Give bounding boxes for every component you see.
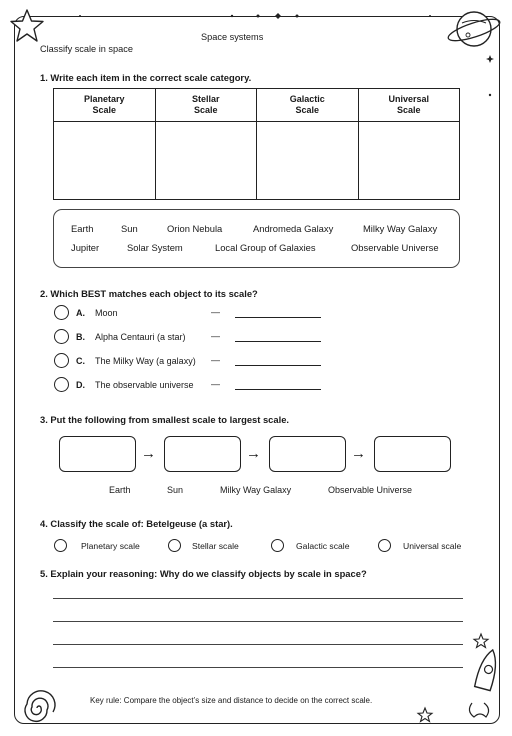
word-bank	[53, 209, 460, 268]
column-header-universal: Universal Scale	[358, 89, 460, 122]
option-d-answer-line[interactable]	[235, 389, 321, 390]
word-bank-item: Sun	[121, 223, 138, 234]
word-bank-item: Local Group of Galaxies	[215, 242, 316, 253]
sequence-word: Earth	[109, 485, 131, 495]
option-c-radio[interactable]	[54, 353, 69, 368]
option-d-dash: —	[211, 379, 220, 389]
option-c-letter: C.	[76, 356, 85, 366]
border-decoration-top	[0, 0, 512, 30]
sparkle-icon	[486, 55, 506, 135]
choice-planetary-radio[interactable]	[54, 539, 67, 552]
word-bank-item: Jupiter	[71, 242, 100, 253]
choice-stellar-label: Stellar scale	[192, 541, 239, 551]
choice-universal-label: Universal scale	[403, 541, 462, 551]
option-d-text: The observable universe	[95, 380, 194, 390]
column-header-stellar: Stellar Scale	[155, 89, 257, 122]
star-icon	[8, 8, 48, 48]
option-b-text: Alpha Centauri (a star)	[95, 332, 186, 342]
right-arrow-icon: →	[141, 445, 156, 462]
option-a-radio[interactable]	[54, 305, 69, 320]
sequence-box-3[interactable]	[269, 436, 346, 472]
answer-cell-planetary[interactable]	[54, 122, 156, 200]
writing-line[interactable]	[53, 621, 463, 622]
answer-cell-galactic[interactable]	[257, 122, 359, 200]
small-star-icon	[418, 708, 434, 724]
rocket-icon	[462, 645, 512, 725]
option-d-radio[interactable]	[54, 377, 69, 392]
choice-galactic-radio[interactable]	[271, 539, 284, 552]
sequence-word: Sun	[167, 485, 184, 495]
column-header-galactic: Galactic Scale	[257, 89, 359, 122]
question-3-prompt: 3. Put the following from smallest scale to largest scale.	[40, 414, 290, 425]
writing-line[interactable]	[53, 667, 463, 668]
sequence-box-2[interactable]	[164, 436, 241, 472]
scale-category-table	[53, 88, 460, 200]
spiral-galaxy-icon	[14, 683, 64, 733]
option-d-letter: D.	[76, 380, 85, 390]
choice-stellar-radio[interactable]	[168, 539, 181, 552]
option-b-radio[interactable]	[54, 329, 69, 344]
option-b-letter: B.	[76, 332, 85, 342]
planet-icon	[448, 5, 508, 55]
sequence-box-1[interactable]	[59, 436, 136, 472]
word-bank-item: Milky Way Galaxy	[363, 223, 438, 234]
choice-galactic-label: Galactic scale	[296, 541, 350, 551]
worksheet-title: Space systems	[201, 32, 264, 42]
option-a-answer-line[interactable]	[235, 317, 321, 318]
sequence-box-4[interactable]	[374, 436, 451, 472]
option-c-answer-line[interactable]	[235, 365, 321, 366]
option-c-dash: —	[211, 355, 220, 365]
answer-cell-universal[interactable]	[358, 122, 460, 200]
option-a-letter: A.	[76, 308, 85, 318]
question-4-prompt: 4. Classify the scale of: Betelgeuse (a star).	[40, 518, 233, 529]
option-c-text: The Milky Way (a galaxy)	[95, 356, 196, 366]
right-arrow-icon: →	[351, 445, 366, 462]
option-b-dash: —	[211, 331, 220, 341]
question-5-prompt: 5. Explain your reasoning: Why do we classify objects by scale in space?	[40, 568, 367, 579]
choice-planetary-label: Planetary scale	[81, 541, 140, 551]
choice-universal-radio[interactable]	[378, 539, 391, 552]
word-bank-item: Observable Universe	[351, 242, 439, 253]
option-a-dash: —	[211, 307, 220, 317]
option-b-answer-line[interactable]	[235, 341, 321, 342]
worksheet-subtitle: Classify scale in space	[40, 44, 133, 54]
word-bank-item: Solar System	[127, 242, 183, 253]
question-1-prompt: 1. Write each item in the correct scale category.	[40, 72, 252, 83]
word-bank-item: Andromeda Galaxy	[253, 223, 334, 234]
column-header-planetary: Planetary Scale	[54, 89, 156, 122]
small-star-icon	[474, 634, 490, 650]
writing-line[interactable]	[53, 644, 463, 645]
option-a-text: Moon	[95, 308, 118, 318]
right-arrow-icon: →	[246, 445, 261, 462]
key-rule: Key rule: Compare the object’s size and distance to decide on the correct scale.	[90, 696, 373, 705]
answer-cell-stellar[interactable]	[155, 122, 257, 200]
sequence-word: Milky Way Galaxy	[220, 485, 292, 495]
word-bank-item: Orion Nebula	[167, 223, 223, 234]
word-bank-item: Earth	[71, 223, 94, 234]
sequence-word: Observable Universe	[328, 485, 413, 495]
writing-line[interactable]	[53, 598, 463, 599]
question-2-prompt: 2. Which BEST matches each object to its scale?	[40, 288, 258, 299]
